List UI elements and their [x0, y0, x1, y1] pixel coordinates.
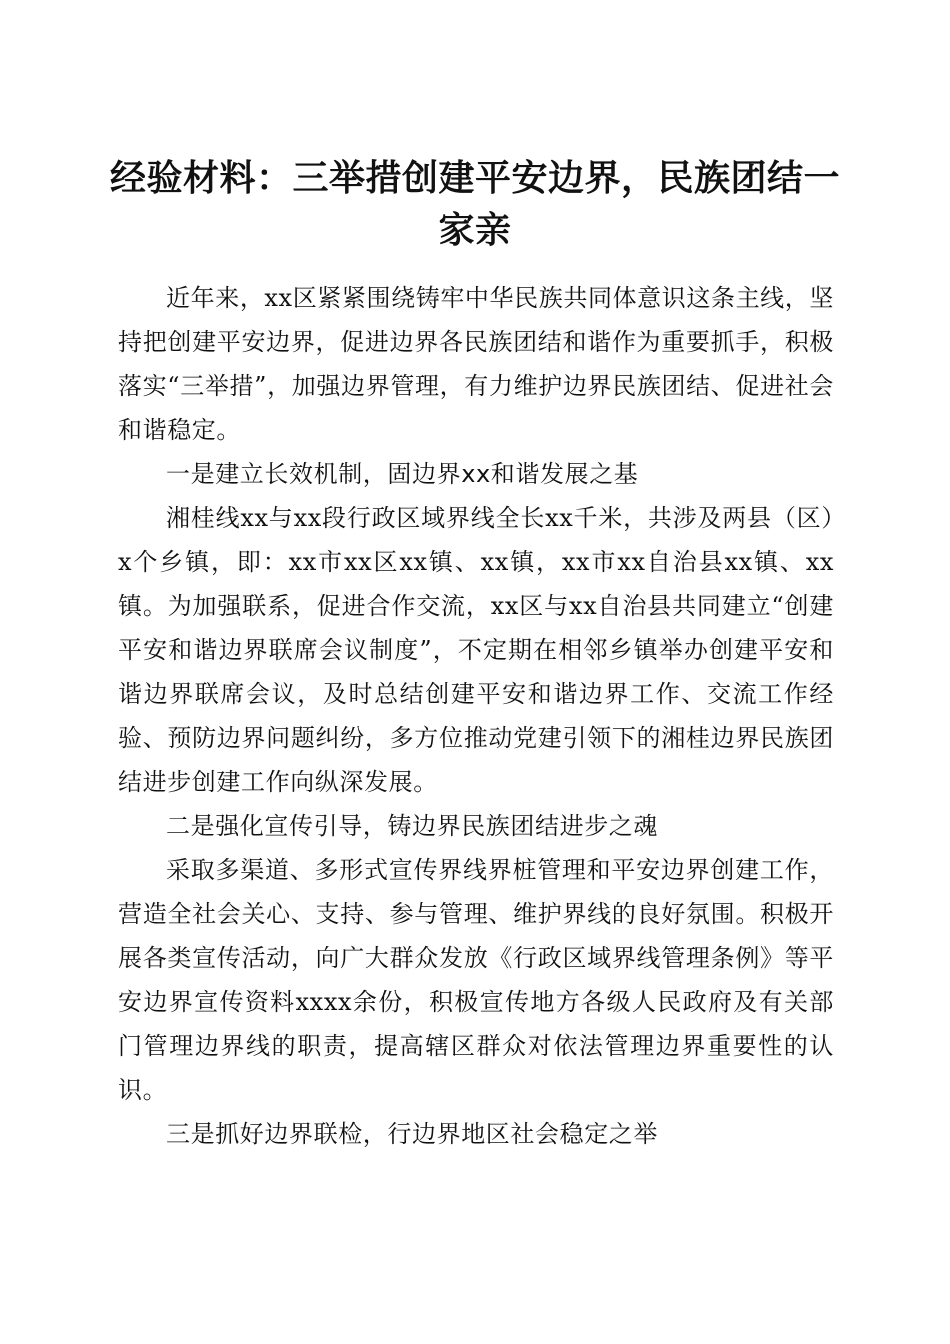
section-heading-1: 一是建立长效机制，固边界xx和谐发展之基	[166, 460, 639, 488]
document-body	[118, 276, 834, 1156]
section-heading-2: 二是强化宣传引导，铸边界民族团结进步之魂	[166, 812, 658, 840]
document-title: 经验材料：三举措创建平安边界，民族团结一家亲	[109, 157, 840, 252]
section-heading-3: 三是抓好边界联检，行边界地区社会稳定之举	[166, 1120, 658, 1148]
section-paragraph-1: 湘桂线xx与xx段行政区域界线全长xx千米，共涉及两县（区）x个乡镇，即：xx市xx区xx镇、xx镇，xx市xx自治县xx镇、xx镇。为加强联系，促进合作交流，xx区与xx自治县共同建立“创建平安和谐边界联席会议制度”，不定期在相邻乡镇举办创建平安和谐边界联席会议，及时总结创建平安和谐边界工作、交流工作经验、预防边界问题纠纷，多方位推动党建引领下的湘桂边界民族团结进步创建工作向纵深发展。	[118, 504, 834, 796]
section-paragraph-2: 采取多渠道、多形式宣传界线界桩管理和平安边界创建工作，营造全社会关心、支持、参与管理、维护界线的良好氛围。积极开展各类宣传活动，向广大群众发放《行政区域界线管理条例》等平安边界宣传资料xxxx余份，积极宣传地方各级人民政府及有关部门管理边界线的职责，提高辖区群众对依法管理边界重要性的认识。	[118, 856, 834, 1104]
intro-paragraph: 近年来，xx区紧紧围绕铸牢中华民族共同体意识这条主线，坚持把创建平安边界，促进边界各民族团结和谐作为重要抓手，积极落实“三举措”，加强边界管理，有力维护边界民族团结、促进社会和谐稳定。	[118, 284, 834, 444]
